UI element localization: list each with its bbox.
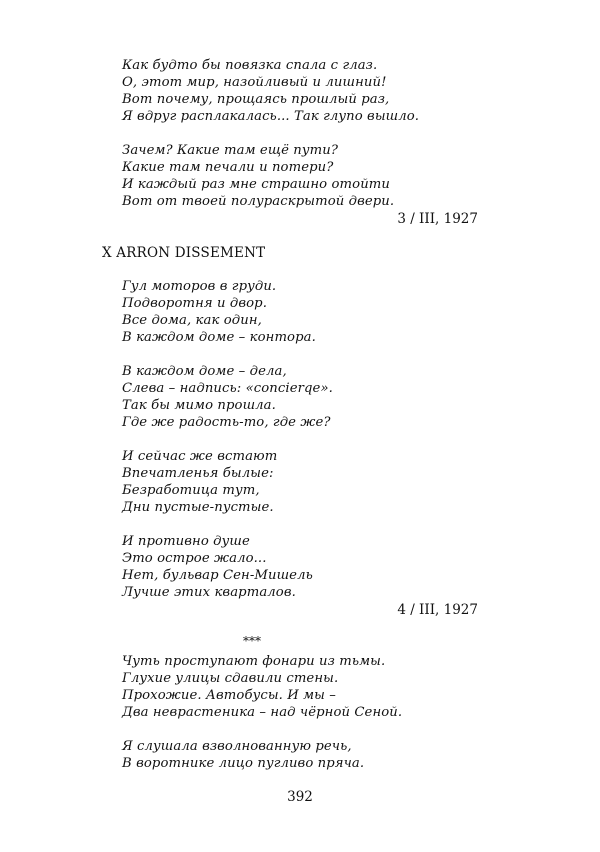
poem-line: Безработица тут, — [122, 483, 260, 498]
poem-line: Глухие улицы сдавили стены. — [122, 671, 339, 686]
poem-line: Впечатленья былые: — [122, 466, 274, 481]
poem-line: Прохожие. Автобусы. И мы – — [122, 688, 336, 703]
poem-date: 3 / III, 1927 — [397, 211, 478, 227]
poem-line: Нет, бульвар Сен-Мишель — [122, 568, 313, 583]
poem-line: Гул моторов в груди. — [122, 279, 277, 294]
poem-line: И сейчас же встают — [122, 449, 278, 464]
poem-line: Так бы мимо прошла. — [122, 398, 276, 413]
poem-line: Вот почему, прощаясь прошлый раз, — [122, 92, 390, 107]
poem-date: 4 / III, 1927 — [397, 602, 478, 618]
poem-line: Это острое жало... — [122, 551, 267, 566]
poem-line: Слева – надпись: «concierqe». — [122, 381, 333, 396]
poem-separator: *** — [243, 634, 261, 648]
poem-line: Лучше этих кварталов. — [122, 585, 296, 600]
poem-line: Я слушала взволнованную речь, — [122, 739, 352, 754]
poem-line: Как будто бы повязка спала с глаз. — [122, 58, 378, 73]
poem-line: В каждом доме – дела, — [122, 364, 287, 379]
poem-line: Какие там печали и потери? — [122, 160, 334, 175]
poem-line: В каждом доме – контора. — [122, 330, 316, 345]
poem-line: Чуть проступают фонари из тьмы. — [122, 654, 386, 669]
poem-line: Я вдруг расплакалась... Так глупо вышло. — [122, 109, 420, 124]
poem-line: Вот от твоей полураскрытой двери. — [122, 194, 395, 209]
poem-line: Подворотня и двор. — [122, 296, 268, 311]
poem-line: Где же радость-то, где же? — [122, 415, 331, 430]
poem-line: О, этот мир, назойливый и лишний! — [122, 75, 387, 90]
poem-title: X ARRON DISSEMENT — [102, 245, 266, 261]
poem-line: И каждый раз мне страшно отойти — [122, 177, 390, 192]
poem-line: В воротнике лицо пугливо пряча. — [122, 756, 365, 771]
poem-line: И противно душе — [122, 534, 250, 549]
poem-line: Два неврастеника – над чёрной Сеной. — [122, 705, 403, 720]
page-number: 392 — [287, 789, 313, 805]
poem-line: Зачем? Какие там ещё пути? — [122, 143, 339, 158]
poem-line: Все дома, как один, — [122, 313, 262, 328]
poem-line: Дни пустые-пустые. — [122, 500, 274, 515]
